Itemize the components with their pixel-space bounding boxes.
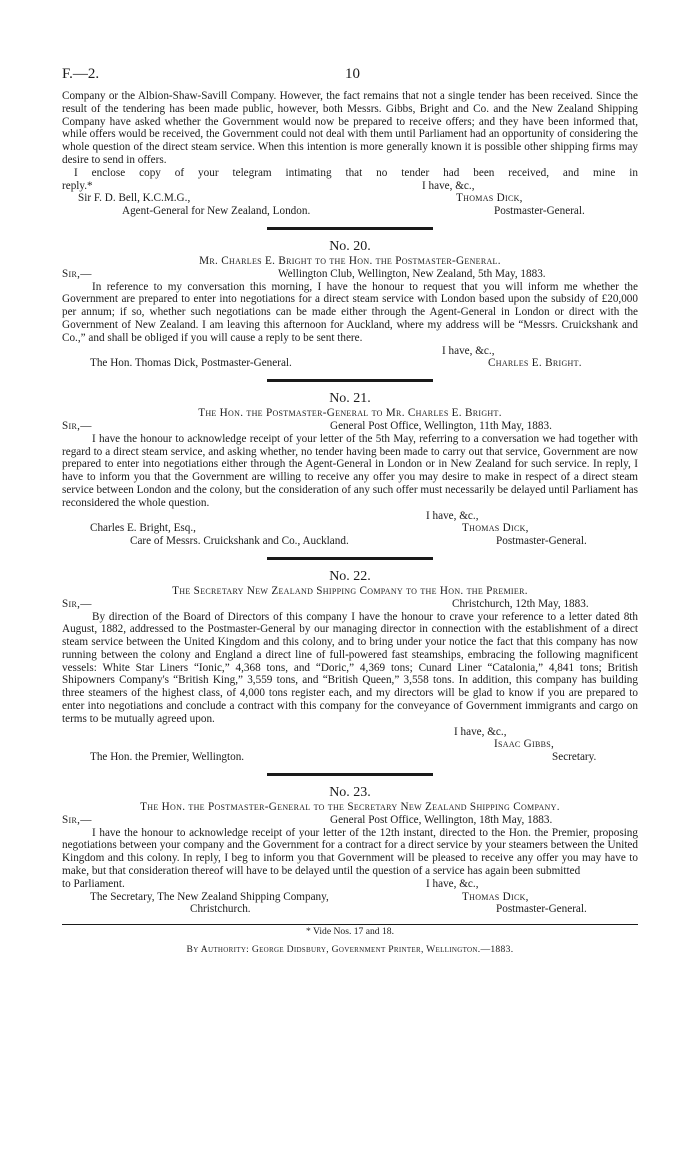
addressee: The Hon. the Premier, Wellington. — [90, 751, 245, 764]
place-date: Christchurch, 12th May, 1883. — [452, 597, 589, 610]
section-rule — [267, 379, 433, 382]
addressee-role: Agent-General for New Zealand, London. — [122, 205, 311, 218]
salutation: Sir,— — [62, 267, 92, 280]
letter-body: In reference to my conversation this morning, I have the honour to request that you will inform me whether the Government are prepared to enter into negotiations for a direct steam service with London based upon the subsidy of £20,000 per annum; if so, whether such negotiations can be made either through the Agent-General in London or direct with the Government of New Zealand. I am leaving this afternoon for Auckland, where my address will be “Messrs. Cruickshank and Co.,” and shall be obliged if you will cause a reply to be sent there. — [62, 280, 638, 344]
closing: I have, &c., — [426, 877, 479, 890]
letter-number: No. 23. — [329, 785, 371, 801]
addressee-line2: Care of Messrs. Cruickshank and Co., Auckland. — [130, 535, 349, 548]
closing: I have, &c., — [422, 179, 475, 192]
addressee: Sir F. D. Bell, K.C.M.G., — [78, 192, 191, 205]
signer-role: Secretary. — [552, 751, 597, 764]
addressee: The Secretary, The New Zealand Shipping Company, — [90, 890, 329, 903]
signer: Thomas Dick, — [462, 522, 529, 535]
salutation: Sir,— — [62, 813, 92, 826]
letter-no-21 — [62, 390, 638, 548]
addressee: The Hon. Thomas Dick, Postmaster-General. — [90, 357, 292, 370]
letter-title: The Hon. the Postmaster-General to the Secretary New Zealand Shipping Company. — [140, 801, 560, 814]
letter-no-22 — [62, 568, 638, 764]
letter-number: No. 21. — [329, 391, 371, 407]
place-date: General Post Office, Wellington, 18th May, 1883. — [330, 813, 553, 826]
printer-authority: By Authority: George Didsbury, Government Printer, Wellington.—1883. — [186, 944, 514, 956]
letter-body: I have the honour to acknowledge receipt of your letter of the 12th instant, directed to the Hon. the Premier, proposing negotiations between your company and the Government for a contract for a direct service by your steamers between the United Kingdom and this colony. In reply, I beg to inform you that Government will be pleased to receive any offer you may have to make, but that consideration thereof will have to be delayed until the question of a service has again been submitted — [62, 826, 638, 878]
intro-paragraph: Company or the Albion-Shaw-Savill Company. However, the fact remains that not a single tender has been received. Since the result of the tendering has been made public, however, both Messrs. Gibbs, Bright and Co. and the New Zealand Shipping Company have asked whether the Government would now be prepared to receive offers; and they have been informed that, while offers would be received, the Government could not deal with them until Parliament had an opportunity of considering the whole question of the direct steam service. When this intention is more generally known it is possible other shipping firms may desire to send in offers. — [62, 90, 638, 166]
letter-no-23 — [62, 784, 638, 916]
addressee-line2: Christchurch. — [190, 903, 251, 916]
letter-no-20 — [62, 238, 638, 370]
signer-role: Postmaster-General. — [494, 205, 585, 218]
signer: Charles E. Bright. — [488, 357, 582, 370]
letter-body: I have the honour to acknowledge receipt of your letter of the 5th May, referring to a conversation we had together with regard to a direct steam service, and asking whether, no tender having been made to carry out that service, Government are now prepared to enter into negotiations either through the Agent-General in London or in New Zealand for such service. In reply, I have to inform you that the Government are willing to receive any offer you may desire to make in respect of a direct steam service between London and the colony, but the consideration of any such offer must necessarily be delayed until Parliament has reconsidered the whole question. — [62, 432, 638, 509]
signer: Thomas Dick, — [456, 192, 523, 205]
letter-number: No. 22. — [329, 568, 371, 584]
letter-number: No. 20. — [329, 238, 371, 254]
salutation: Sir,— — [62, 419, 92, 432]
signer: Thomas Dick, — [462, 890, 529, 903]
enclose-line: I enclose copy of your telegram intimating that no tender had been received, and mine in — [74, 166, 638, 179]
letter-title: The Hon. the Postmaster-General to Mr. Charles E. Bright. — [198, 407, 502, 420]
page-header — [62, 68, 638, 88]
section-rule — [267, 227, 433, 230]
letter-title: Mr. Charles E. Bright to the Hon. the Postmaster-General. — [199, 254, 501, 267]
letter-body: By direction of the Board of Directors of this company I have the honour to crave your reference to a letter dated 8th August, 1882, addressed to the Postmaster-General by our managing director in connection with the establishment of a direct steam service between the United Kingdom and this colony, and to bring under your notice the fact that this company has now running between the colony and England a direct line of full-powered fast steamships, embracing the following magnificent vessels: White Star Liners “Ionic,” 4,368 tons, and “Doric,” 4,369 tons; Cunard Liner “Catalonia,” 4,841 tons; British Shipowners Company's “British King,” 3,559 tons, and “British Queen,” 3,558 tons. In addition, this company has building three steamers of the highest class, of 4,000 tons register each, and my directors will be glad to know if you are prepared to enter into negotiations and conclude a contract with this company for the conveyance of Government immigrants and cargo on terms to be mutually agreed upon. — [62, 610, 638, 725]
letter-title: The Secretary New Zealand Shipping Company to the Hon. the Premier. — [172, 584, 528, 597]
place-date: Wellington Club, Wellington, New Zealand, 5th May, 1883. — [278, 267, 546, 280]
closing: I have, &c., — [454, 725, 507, 738]
last-line: to Parliament. — [62, 877, 125, 890]
reply-note: reply.* — [62, 179, 93, 192]
document-page — [62, 68, 638, 957]
page-number: 10 — [345, 66, 360, 82]
signer: Isaac Gibbs, — [494, 738, 555, 751]
paper-reference: F.—2. — [62, 66, 100, 82]
intro-section — [62, 90, 638, 218]
closing: I have, &c., — [426, 509, 479, 522]
addressee: Charles E. Bright, Esq., — [90, 522, 196, 535]
closing: I have, &c., — [442, 344, 495, 357]
signer-role: Postmaster-General. — [496, 535, 587, 548]
section-rule — [267, 773, 433, 776]
place-date: General Post Office, Wellington, 11th May, 1883. — [330, 419, 552, 432]
section-rule — [267, 557, 433, 560]
footnote: * Vide Nos. 17 and 18. — [306, 926, 394, 938]
salutation: Sir,— — [62, 597, 92, 610]
signer-role: Postmaster-General. — [496, 903, 587, 916]
